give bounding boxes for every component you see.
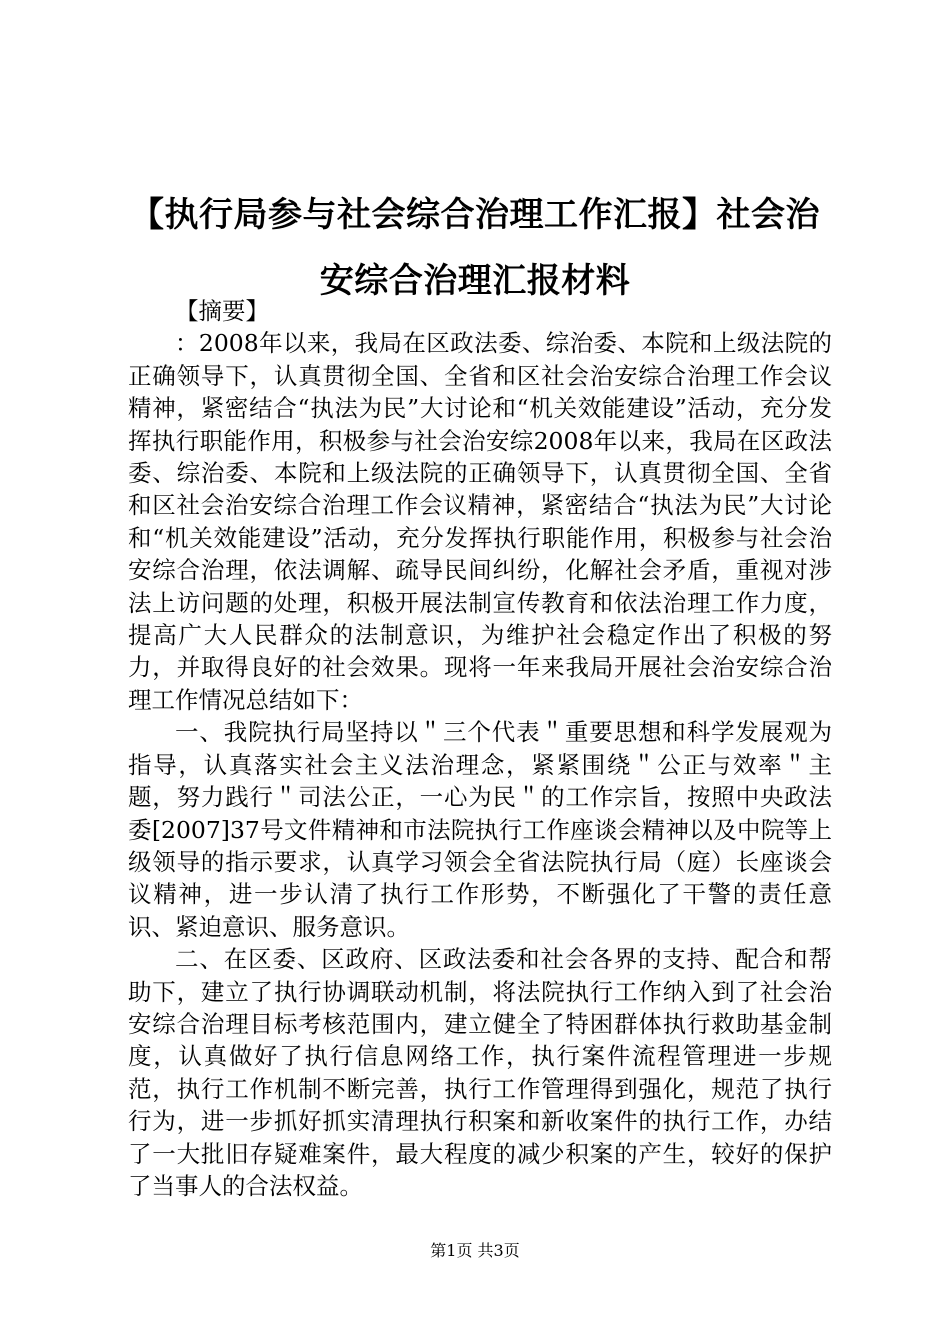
paragraph-two: 二、在区委、区政府、区政法委和社会各界的支持、配合和帮助下，建立了执行协调联动机制，将法院执行工作纳入到了社会治安综合治理目标考核范围内，建立健全了特困群体执行救助基金制度，认真做好了执行信息网络工作，执行案件流程管理进一步规范，执行工作机制不断完善，执行工作管理得到强化，规范了执行行为，进一步抓好抓实清理执行积案和新收案件的执行工作，办结了一大批旧存疑难案件，最大程度的减少积案的产生，较好的保护了当事人的合法权益。 bbox=[128, 945, 832, 1200]
document-body bbox=[128, 295, 832, 1202]
abstract-label: 【摘要】 bbox=[175, 297, 269, 325]
document-title: 【执行局参与社会综合治理工作汇报】社会治安综合治理汇报材料 bbox=[130, 195, 820, 301]
paragraph-one: 一、我院执行局坚持以＂三个代表＂重要思想和科学发展观为指导，认真落实社会主义法治理念，紧紧围绕＂公正与效率＂主题，努力践行＂司法公正，一心为民＂的工作宗旨，按照中央政法委[2007]37号文件精神和市法院执行工作座谈会精神以及中院等上级领导的指示要求，认真学习领会全省法院执行局（庭）长座谈会议精神，进一步认清了执行工作形势，不断强化了干警的责任意识、紧迫意识、服务意识。 bbox=[128, 718, 832, 941]
paragraph-summary: ：2008年以来，我局在区政法委、综治委、本院和上级法院的正确领导下，认真贯彻全国、全省和区社会治安综合治理工作会议精神，紧密结合“执法为民”大讨论和“机关效能建设”活动，充分发挥执行职能作用，积极参与社会治安综2008年以来，我局在区政法委、综治委、本院和上级法院的正确领导下，认真贯彻全国、全省和区社会治安综合治理工作会议精神，紧密结合“执法为民”大讨论和“机关效能建设”活动，充分发挥执行职能作用，积极参与社会治安综合治理，依法调解、疏导民间纠纷，化解社会矛盾，重视对涉法上访问题的处理，积极开展法制宣传教育和依法治理工作力度，提高广大人民群众的法制意识，为维护社会稳定作出了积极的努力，并取得良好的社会效果。现将一年来我局开展社会治安综合治理工作情况总结如下： bbox=[128, 329, 832, 714]
page-indicator: 第1页 共3页 bbox=[430, 1241, 520, 1260]
